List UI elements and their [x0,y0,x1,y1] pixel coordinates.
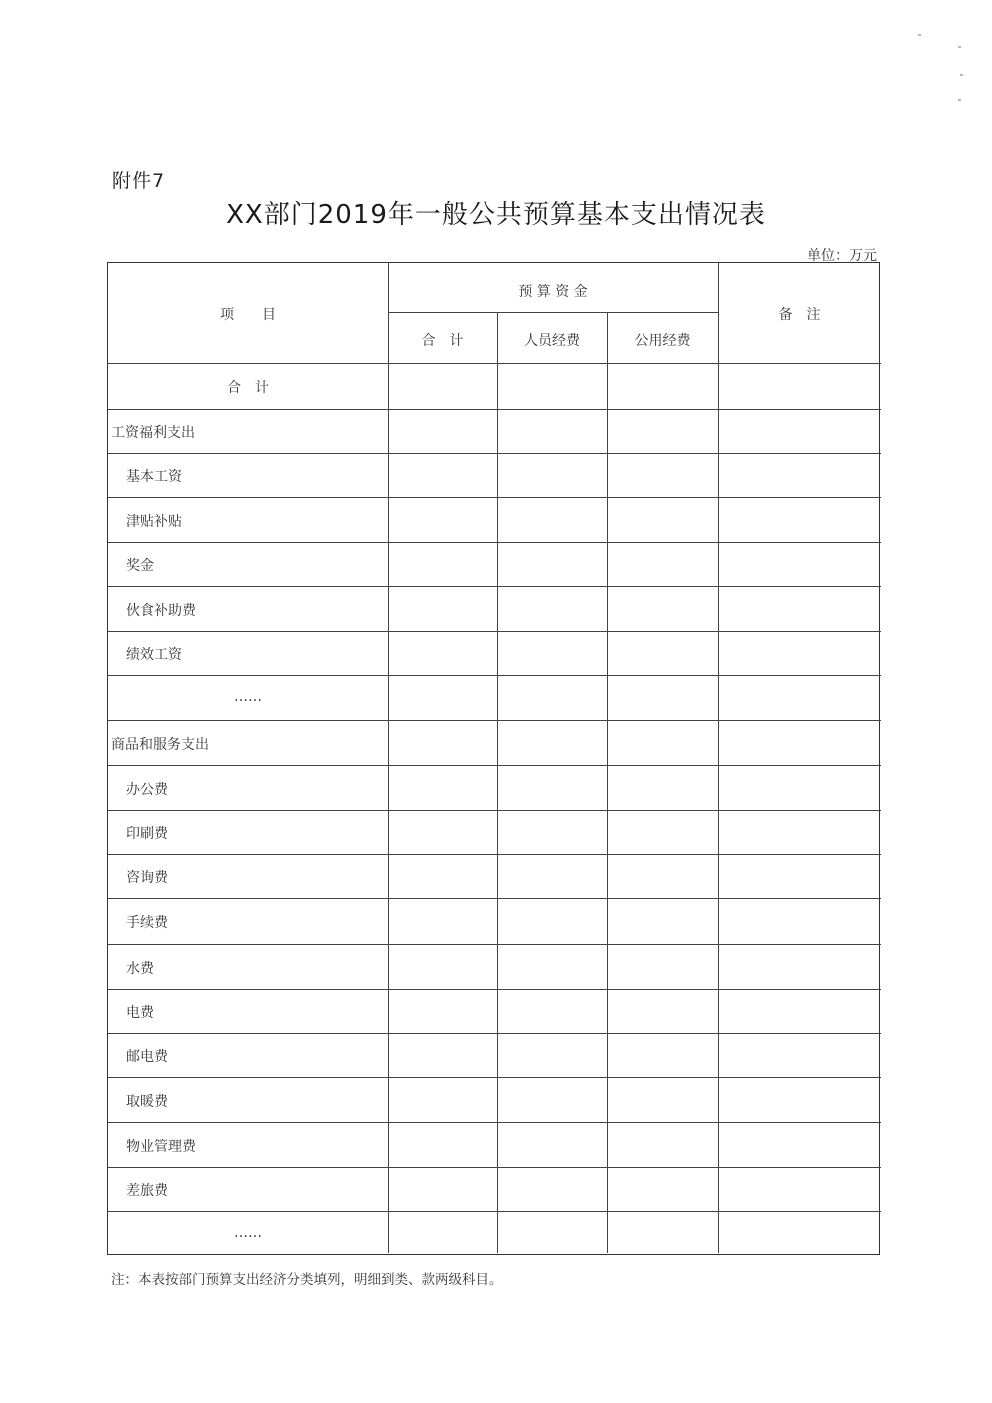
budget-table [107,262,880,1255]
scan-speck [918,34,921,36]
table-row-label: 工资福利支出 [111,425,195,441]
header-public: 公用经费 [634,333,691,349]
table-row-label: 咨询费 [126,870,168,886]
row-border [108,1033,881,1034]
header-total: 合 计 [421,333,464,349]
header-budget-funds: 预 算 资 金 [518,284,588,300]
row-border [108,409,881,410]
table-row-label: 取暖费 [126,1094,168,1110]
header-personnel: 人员经费 [524,333,580,349]
header-remarks: 备 注 [778,307,821,323]
attachment-label: 附件7 [112,170,166,192]
table-row-label: 奖金 [126,558,154,574]
column-border [388,263,389,1253]
row-border [108,854,881,855]
table-note: 注：本表按部门预算支出经济分类填列，明细到类、款两级科目。 [111,1272,503,1288]
row-border [108,675,881,676]
table-row-label: 水费 [126,961,154,977]
row-border [108,1077,881,1078]
table-row-label: 绩效工资 [126,647,182,663]
table-row-label: 差旅费 [126,1183,168,1199]
table-row-label: 印刷费 [126,826,168,842]
table-row-label: 物业管理费 [126,1139,196,1155]
row-border [108,631,881,632]
row-border [108,497,881,498]
row-border [108,453,881,454]
unit-label: 单位：万元 [807,248,877,264]
header-divider [388,312,718,313]
row-border [108,944,881,945]
table-row-label: …… [234,689,262,705]
row-border [108,1122,881,1123]
row-border [108,542,881,543]
row-border [108,989,881,990]
scan-speck [958,99,961,101]
row-border [108,1211,881,1212]
table-row-label: 合 计 [227,380,269,396]
row-border [108,1167,881,1168]
table-row-label: 伙食补助费 [126,603,196,619]
header-bottom-border [108,363,881,364]
scan-speck [958,46,961,48]
table-row-label: …… [234,1225,262,1241]
table-row-label: 基本工资 [126,469,182,485]
table-row-label: 商品和服务支出 [111,737,209,753]
page-title: XX部门2019年一般公共预算基本支出情况表 [226,200,766,230]
row-border [108,810,881,811]
scan-speck [960,74,963,76]
row-border [108,720,881,721]
table-row-label: 电费 [126,1005,154,1021]
table-row-label: 津贴补贴 [126,514,182,530]
column-border [718,263,719,1253]
row-border [108,898,881,899]
row-border [108,765,881,766]
row-border [108,586,881,587]
header-project: 项 目 [220,307,276,323]
table-row-label: 邮电费 [126,1049,168,1065]
table-row-label: 手续费 [126,915,168,931]
table-row-label: 办公费 [126,782,168,798]
